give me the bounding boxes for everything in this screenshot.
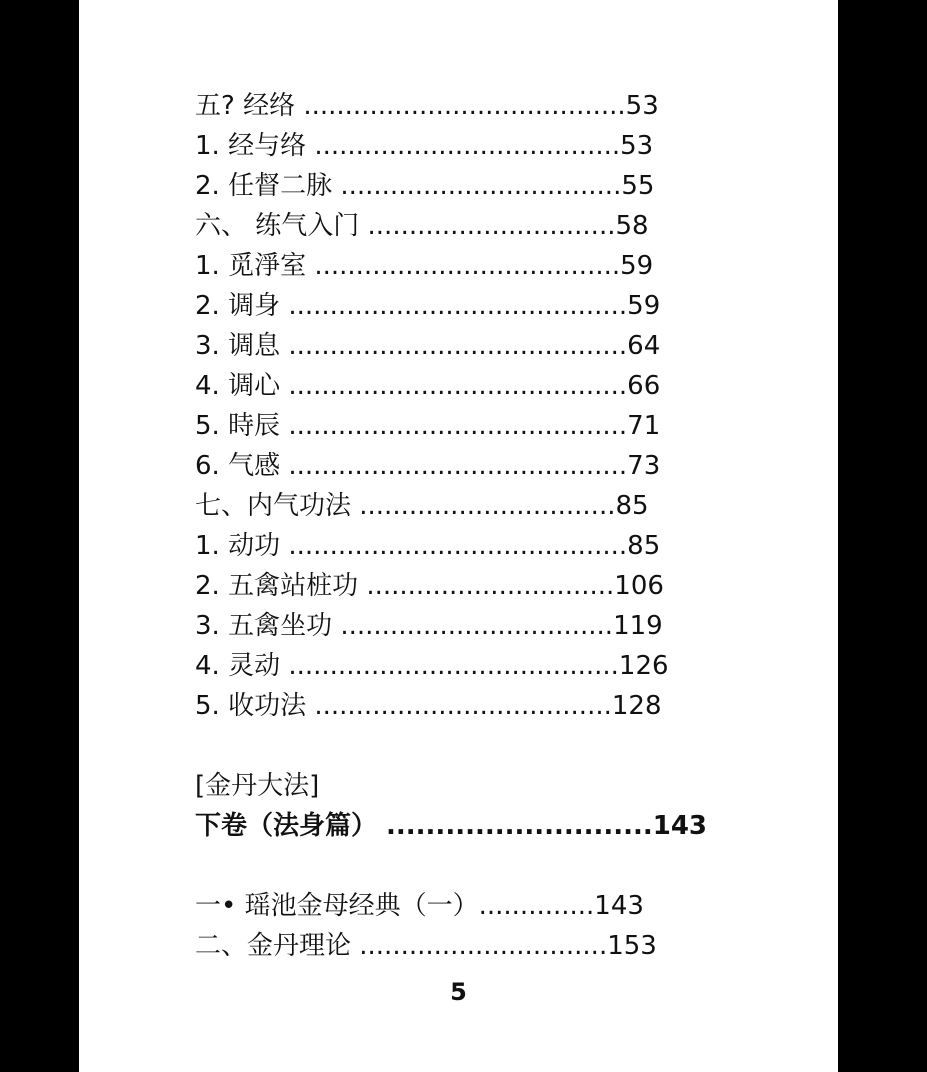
toc-entry[interactable]: 4. 调心 .........................................66 (195, 371, 661, 401)
page-number: 5 (450, 978, 467, 1006)
toc-entry[interactable]: 1. 经与络 .....................................53 (195, 131, 654, 161)
toc-entry[interactable]: 2. 调身 .........................................59 (195, 291, 661, 321)
toc-entry[interactable]: 2. 五禽站桩功 ..............................106 (195, 571, 664, 601)
toc-entry[interactable]: 七、内气功法 ...............................85 (195, 491, 649, 521)
toc-entry[interactable]: 3. 调息 .........................................64 (195, 331, 661, 361)
toc-entry[interactable]: 六、 练气入门 ..............................58 (195, 211, 649, 241)
toc-entry[interactable]: 3. 五禽坐功 .................................119 (195, 611, 663, 641)
toc-entry[interactable]: 1. 动功 .........................................85 (195, 531, 661, 561)
toc-entry[interactable]: 一• 瑶池金母经典（一）..............143 (195, 891, 644, 921)
toc-entry[interactable]: 5. 時辰 .........................................71 (195, 411, 661, 441)
spacer (195, 846, 715, 886)
toc-entry[interactable]: 五? 经络 .......................................53 (195, 91, 659, 121)
toc-entry[interactable]: 二、金丹理论 ..............................153 (195, 931, 657, 961)
toc-entry[interactable]: 2. 任督二脉 ..................................55 (195, 171, 655, 201)
toc-entry[interactable]: 5. 收功法 ....................................128 (195, 691, 662, 721)
volume-heading[interactable]: 下卷（法身篇） ...........................143 (195, 811, 708, 841)
toc-entry[interactable]: 4. 灵动 ........................................126 (195, 651, 669, 681)
toc-entry[interactable]: 6. 气感 .........................................73 (195, 451, 661, 481)
table-of-contents (195, 86, 715, 966)
section-tag: [金丹大法] (195, 771, 320, 801)
toc-entry[interactable]: 1. 觅淨室 .....................................59 (195, 251, 654, 281)
document-page (79, 0, 838, 1072)
spacer (195, 726, 715, 766)
